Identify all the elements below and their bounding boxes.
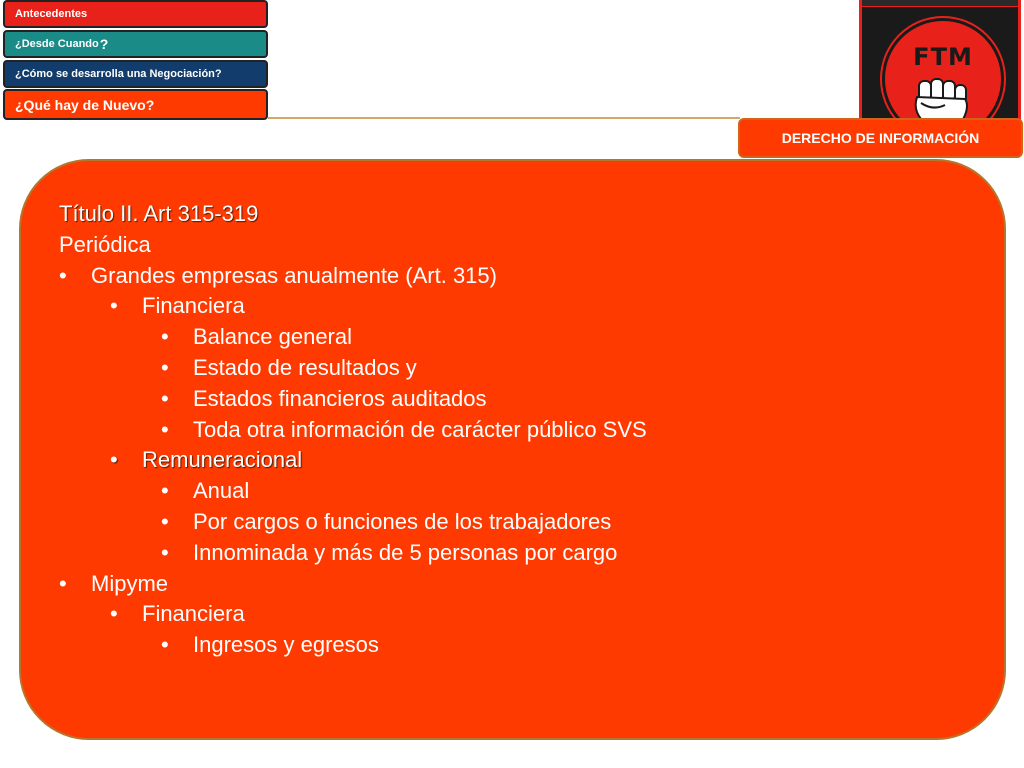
bullet-marker: • — [110, 447, 118, 473]
bullet-marker: • — [161, 632, 169, 658]
content-title: Título II. Art 315-319 — [59, 201, 259, 226]
bullet-text: Mipyme — [91, 570, 169, 596]
nav-desde-cuando-question-mark: ? — [99, 36, 109, 52]
bullet-item-level-3 — [59, 322, 647, 353]
raised-fist-icon — [909, 75, 975, 120]
bullet-marker: • — [161, 539, 169, 565]
bullet-item-level-3 — [59, 415, 647, 446]
nav-desde-cuando-button[interactable] — [3, 30, 268, 58]
bullet-marker: • — [110, 293, 118, 319]
bullet-marker: • — [161, 416, 169, 442]
bullet-text: Grandes empresas anualmente (Art. 315) — [91, 262, 497, 288]
content-subtitle: Periódica — [59, 231, 151, 257]
bullet-text: Remuneracional — [142, 447, 303, 473]
bullet-item-level-3 — [59, 353, 647, 384]
section-tab-label: DERECHO DE INFORMACIÓN — [781, 130, 980, 146]
bullet-item-level-3 — [59, 384, 647, 415]
bullet-marker: • — [110, 601, 118, 627]
bullet-item-level-3 — [59, 630, 647, 661]
bullet-item-level-2 — [59, 599, 647, 630]
bullet-marker: • — [161, 354, 169, 380]
bullet-item-level-3 — [59, 476, 647, 507]
bullet-text: Estado de resultados y — [193, 354, 417, 380]
bullet-marker: • — [161, 385, 169, 411]
logo-circle — [882, 18, 1004, 120]
ftm-logo — [859, 0, 1021, 120]
header-divider — [268, 117, 740, 119]
bullet-marker: • — [161, 508, 169, 534]
bullet-text: Toda otra información de carácter público SVS — [193, 416, 647, 442]
bullet-item-level-2 — [59, 291, 647, 322]
bullet-item-level-1 — [59, 569, 647, 600]
bullet-list — [59, 261, 647, 661]
nav-que-hay-nuevo-label: ¿Qué hay de Nuevo? — [15, 96, 155, 113]
bullet-marker: • — [59, 570, 67, 596]
bullet-marker: • — [59, 262, 67, 288]
bullet-item-level-1 — [59, 261, 647, 292]
bullet-item-level-2 — [59, 445, 647, 476]
bullet-text: Ingresos y egresos — [193, 632, 379, 658]
bullet-text: Estados financieros auditados — [193, 385, 487, 411]
nav-antecedentes-button[interactable] — [3, 0, 268, 28]
logo-text: FTM — [913, 43, 973, 71]
content-body — [59, 199, 647, 661]
bullet-text: Balance general — [193, 324, 353, 350]
bullet-marker: • — [161, 324, 169, 350]
bullet-item-level-3 — [59, 507, 647, 538]
bullet-text: Anual — [193, 478, 250, 504]
section-tab-derecho-informacion — [738, 118, 1023, 158]
nav-como-negociacion-label: ¿Cómo se desarrolla una Negociación? — [15, 68, 222, 80]
bullet-text: Innominada y más de 5 personas por cargo — [193, 539, 618, 565]
logo-top-strip — [862, 0, 1018, 7]
nav-como-negociacion-button[interactable] — [3, 60, 268, 88]
nav-antecedentes-label: Antecedentes — [15, 8, 88, 20]
bullet-text: Por cargos o funciones de los trabajadores — [193, 508, 612, 534]
bullet-text: Financiera — [142, 293, 245, 319]
nav-desde-cuando-label: ¿Desde Cuando — [15, 38, 99, 50]
bullet-text: Financiera — [142, 601, 245, 627]
nav-que-hay-nuevo-button[interactable] — [3, 89, 268, 120]
bullet-item-level-3 — [59, 538, 647, 569]
bullet-marker: • — [161, 478, 169, 504]
